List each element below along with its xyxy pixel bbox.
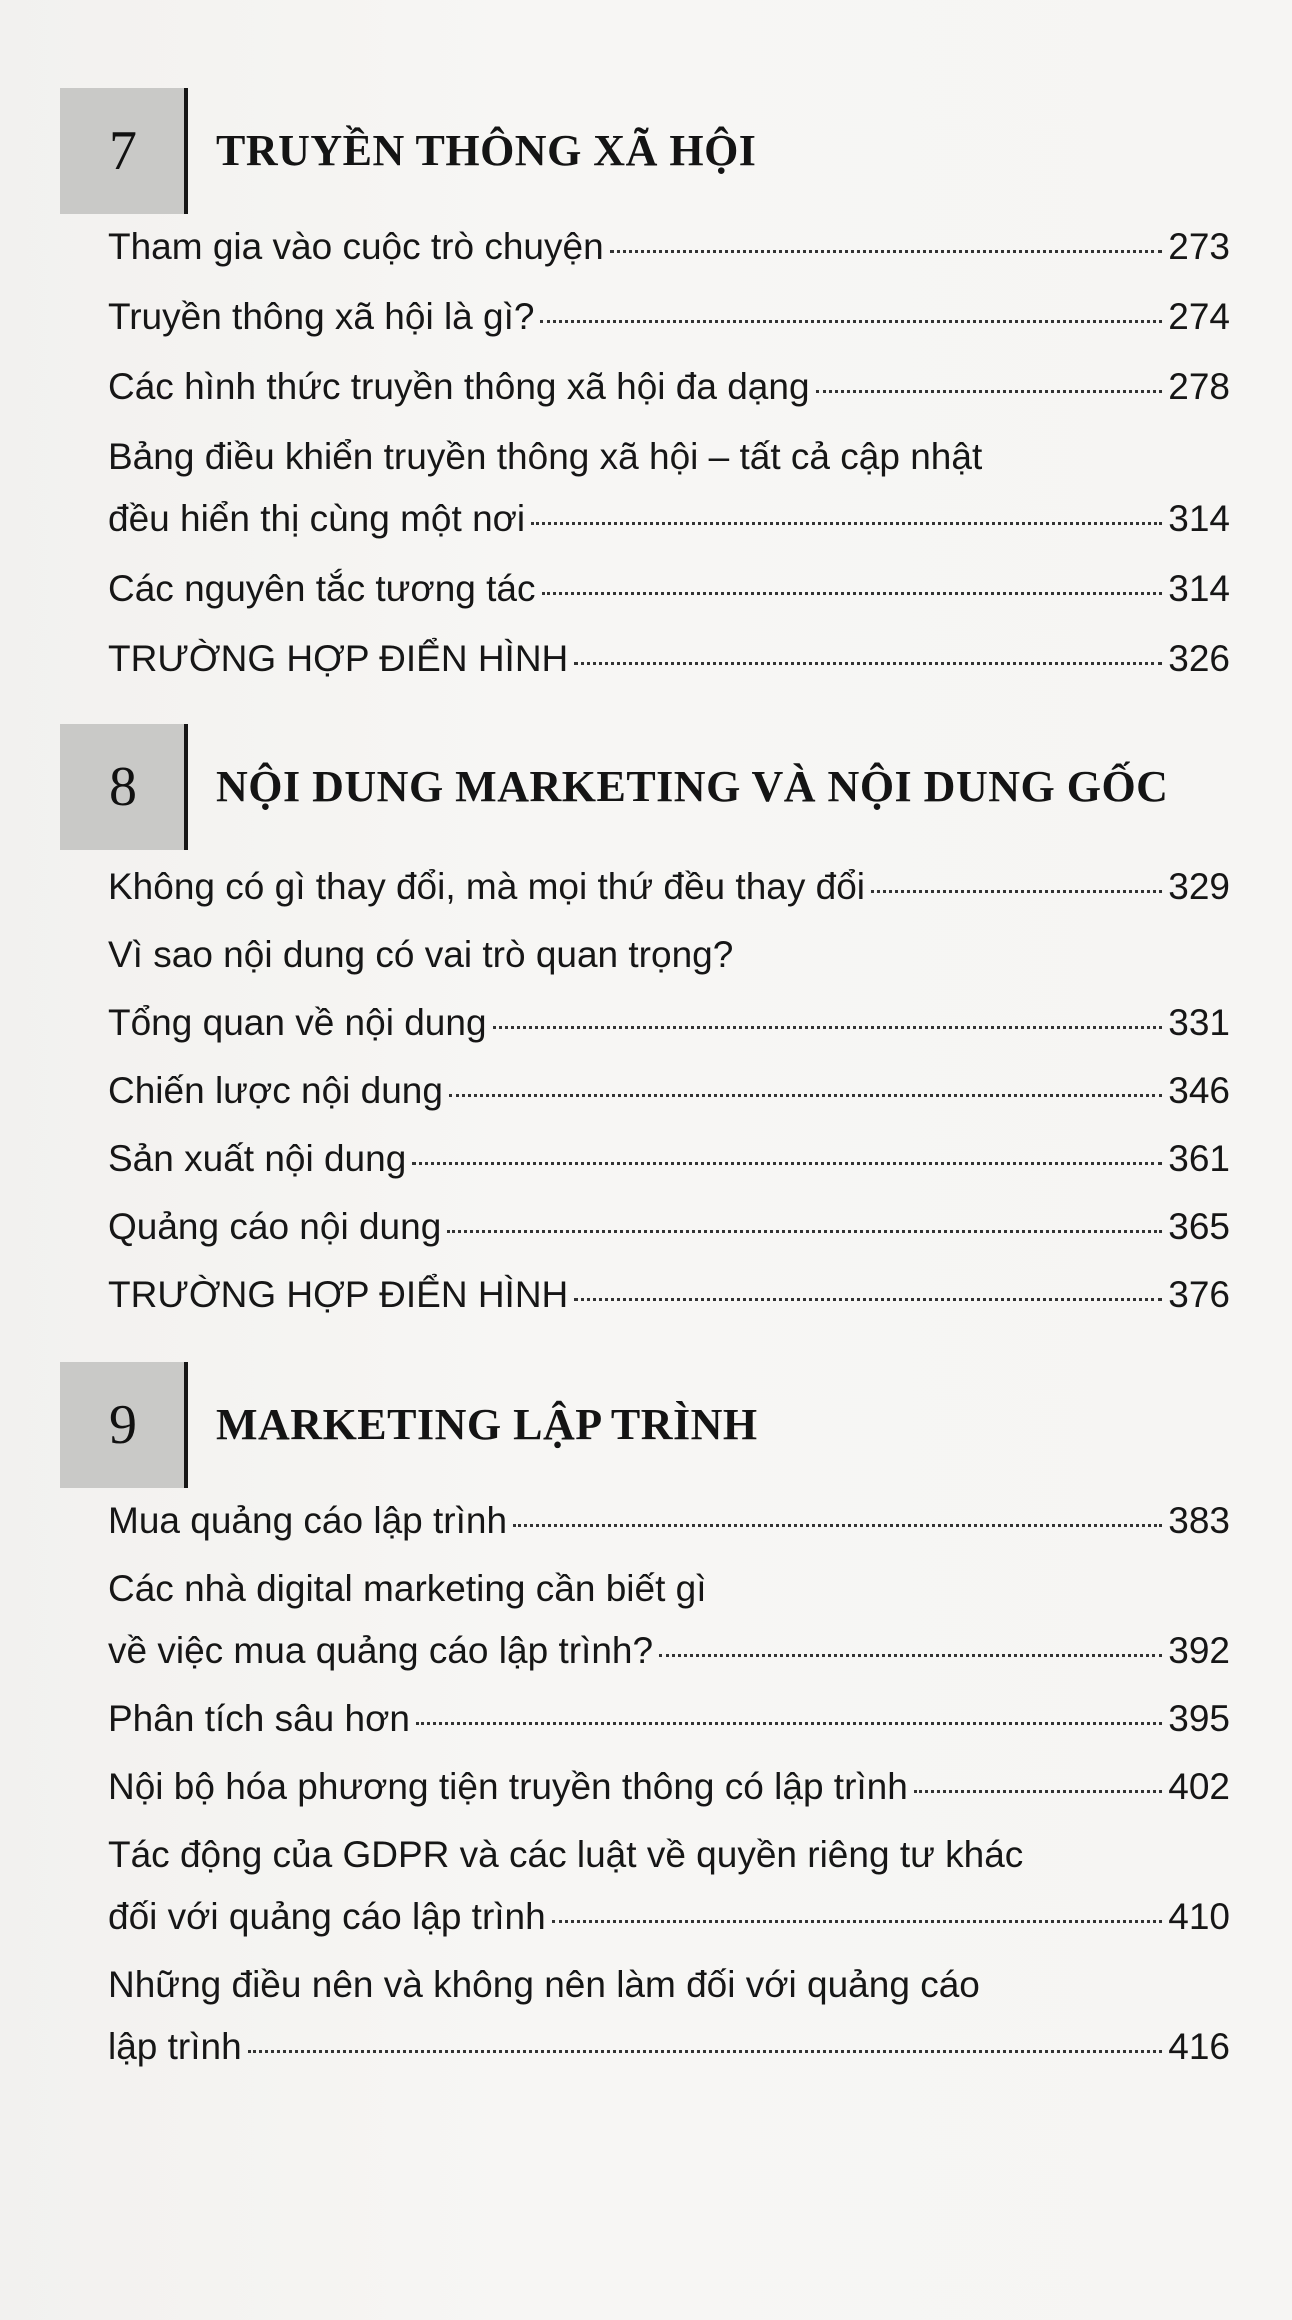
entry-title-line: Các hình thức truyền thông xã hội đa dạng [108, 366, 810, 407]
entry-title-line: Tham gia vào cuộc trò chuyện [108, 226, 604, 267]
chapter-divider [184, 88, 188, 214]
page-number: 326 [1168, 638, 1230, 679]
dot-leader [871, 890, 1162, 893]
toc-entry[interactable] [60, 224, 1230, 270]
chapter-header [60, 88, 1230, 214]
entry-title-line: Phân tích sâu hơn [108, 1698, 410, 1739]
entry-title-line: Quảng cáo nội dung [108, 1206, 442, 1247]
entry-title-line: Bảng điều khiển truyền thông xã hội – tất cả cập nhật [108, 436, 983, 477]
toc-entry[interactable] [60, 1832, 1230, 1940]
page-number: 329 [1168, 866, 1230, 907]
dot-leader [447, 1230, 1162, 1233]
entry-title-line: Sản xuất nội dung [108, 1138, 407, 1179]
chapter-title: NỘI DUNG MARKETING VÀ NỘI DUNG GỐC [216, 762, 1169, 811]
page-number: 395 [1168, 1698, 1230, 1739]
entry-title-line: về việc mua quảng cáo lập trình? [108, 1630, 654, 1671]
toc-entries [60, 1498, 1230, 2070]
entry-title-line: đều hiển thị cùng một nơi [108, 498, 526, 539]
dot-leader [513, 1524, 1162, 1527]
entry-title-line: Những điều nên và không nên làm đối với quảng cáo [108, 1964, 980, 2005]
entry-title-line: Chiến lược nội dung [108, 1070, 443, 1111]
toc-entry[interactable] [60, 294, 1230, 340]
chapter-header [60, 724, 1230, 850]
dot-leader [914, 1790, 1162, 1793]
entry-title-line: Tổng quan về nội dung [108, 1002, 487, 1043]
page-number: 274 [1168, 296, 1230, 337]
page-number: 346 [1168, 1070, 1230, 1111]
chapter-divider [184, 1362, 188, 1488]
toc-entry[interactable] [60, 1204, 1230, 1250]
entry-title-line: Vì sao nội dung có vai trò quan trọng? [108, 934, 734, 975]
toc-entry[interactable] [60, 1000, 1230, 1046]
dot-leader [531, 522, 1162, 525]
chapter-header [60, 1362, 1230, 1488]
chapter-7 [60, 88, 1230, 706]
page-number: 402 [1168, 1766, 1230, 1807]
chapter-number: 7 [109, 120, 137, 182]
chapter-divider [184, 724, 188, 850]
entry-title-line: Các nhà digital marketing cần biết gì [108, 1568, 707, 1609]
page-number: 365 [1168, 1206, 1230, 1247]
toc-entry[interactable] [60, 1272, 1230, 1318]
chapter-title: MARKETING LẬP TRÌNH [216, 1400, 758, 1449]
toc-entry[interactable] [60, 1696, 1230, 1742]
page-number: 392 [1168, 1630, 1230, 1671]
entry-title-line: TRƯỜNG HỢP ĐIỂN HÌNH [108, 638, 569, 679]
dot-leader [659, 1654, 1162, 1657]
dot-leader [540, 320, 1162, 323]
chapter-number: 8 [109, 756, 137, 818]
toc-entry[interactable] [60, 1764, 1230, 1810]
dot-leader [574, 662, 1162, 665]
entry-title-line: Tác động của GDPR và các luật về quyền riêng tư khác [108, 1834, 1024, 1875]
chapter-8 [60, 724, 1230, 1340]
dot-leader [816, 390, 1163, 393]
page-number: 314 [1168, 498, 1230, 539]
toc-entry[interactable] [60, 864, 1230, 910]
entry-title-line: Nội bộ hóa phương tiện truyền thông có lập trình [108, 1766, 908, 1807]
toc-entries [60, 864, 1230, 1318]
dot-leader [416, 1722, 1162, 1725]
toc-entries [60, 224, 1230, 682]
toc-entry[interactable] [60, 1498, 1230, 1544]
chapter-number: 9 [109, 1394, 137, 1456]
page-number: 383 [1168, 1500, 1230, 1541]
chapter-9 [60, 1362, 1230, 2092]
dot-leader [449, 1094, 1162, 1097]
dot-leader [248, 2050, 1163, 2053]
page-number: 376 [1168, 1274, 1230, 1315]
page-number: 416 [1168, 2026, 1230, 2067]
dot-leader [574, 1298, 1162, 1301]
entry-title-line: Không có gì thay đổi, mà mọi thứ đều thay đổi [108, 866, 866, 907]
dot-leader [610, 250, 1163, 253]
dot-leader [412, 1162, 1162, 1165]
page-number: 410 [1168, 1896, 1230, 1937]
toc-entry[interactable] [60, 566, 1230, 612]
entry-title-line: TRƯỜNG HỢP ĐIỂN HÌNH [108, 1274, 569, 1315]
toc-entry[interactable] [60, 1962, 1230, 2070]
dot-leader [493, 1026, 1163, 1029]
chapter-title: TRUYỀN THÔNG XÃ HỘI [216, 126, 757, 175]
entry-title-line: Các nguyên tắc tương tác [108, 568, 536, 609]
dot-leader [552, 1920, 1163, 1923]
page-number: 361 [1168, 1138, 1230, 1179]
page-number: 314 [1168, 568, 1230, 609]
dot-leader [542, 592, 1163, 595]
page-number: 273 [1168, 226, 1230, 267]
toc-entry[interactable] [60, 1068, 1230, 1114]
page-number: 278 [1168, 366, 1230, 407]
toc-entry[interactable] [60, 364, 1230, 410]
toc-entry[interactable] [60, 932, 1230, 978]
toc-entry[interactable] [60, 636, 1230, 682]
entry-title-line: đối với quảng cáo lập trình [108, 1896, 546, 1937]
toc-entry[interactable] [60, 434, 1230, 542]
page-number: 331 [1168, 1002, 1230, 1043]
entry-title-line: lập trình [108, 2026, 242, 2067]
entry-title-line: Truyền thông xã hội là gì? [108, 296, 535, 337]
toc-entry[interactable] [60, 1136, 1230, 1182]
entry-title-line: Mua quảng cáo lập trình [108, 1500, 508, 1541]
toc-entry[interactable] [60, 1566, 1230, 1674]
